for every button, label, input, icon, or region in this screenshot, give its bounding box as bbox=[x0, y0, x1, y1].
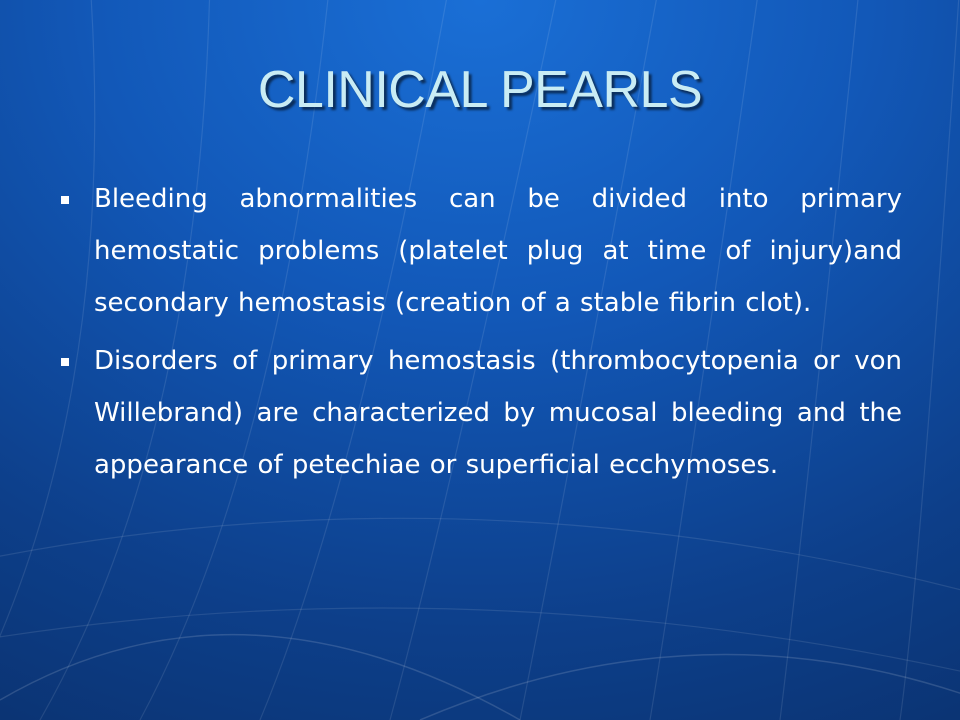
bullet-list bbox=[56, 173, 902, 497]
bullet-item bbox=[56, 335, 902, 491]
square-bullet-icon bbox=[61, 196, 69, 204]
slide-title: CLINICAL PEARLS bbox=[257, 61, 703, 119]
bullet-text: Disorders of primary hemostasis (thrombocytopenia or von Willebrand) are characterized by mucosal bleeding and the appearance of petechiae or superficial ecchymoses. bbox=[94, 346, 902, 480]
square-bullet-icon bbox=[61, 358, 69, 366]
bullet-item bbox=[56, 173, 902, 329]
bullet-text: Bleeding abnormalities can be divided into primary hemostatic problems (platelet plug at time of injury)and secondary hemostasis (creation of a stable fibrin clot). bbox=[94, 184, 902, 318]
